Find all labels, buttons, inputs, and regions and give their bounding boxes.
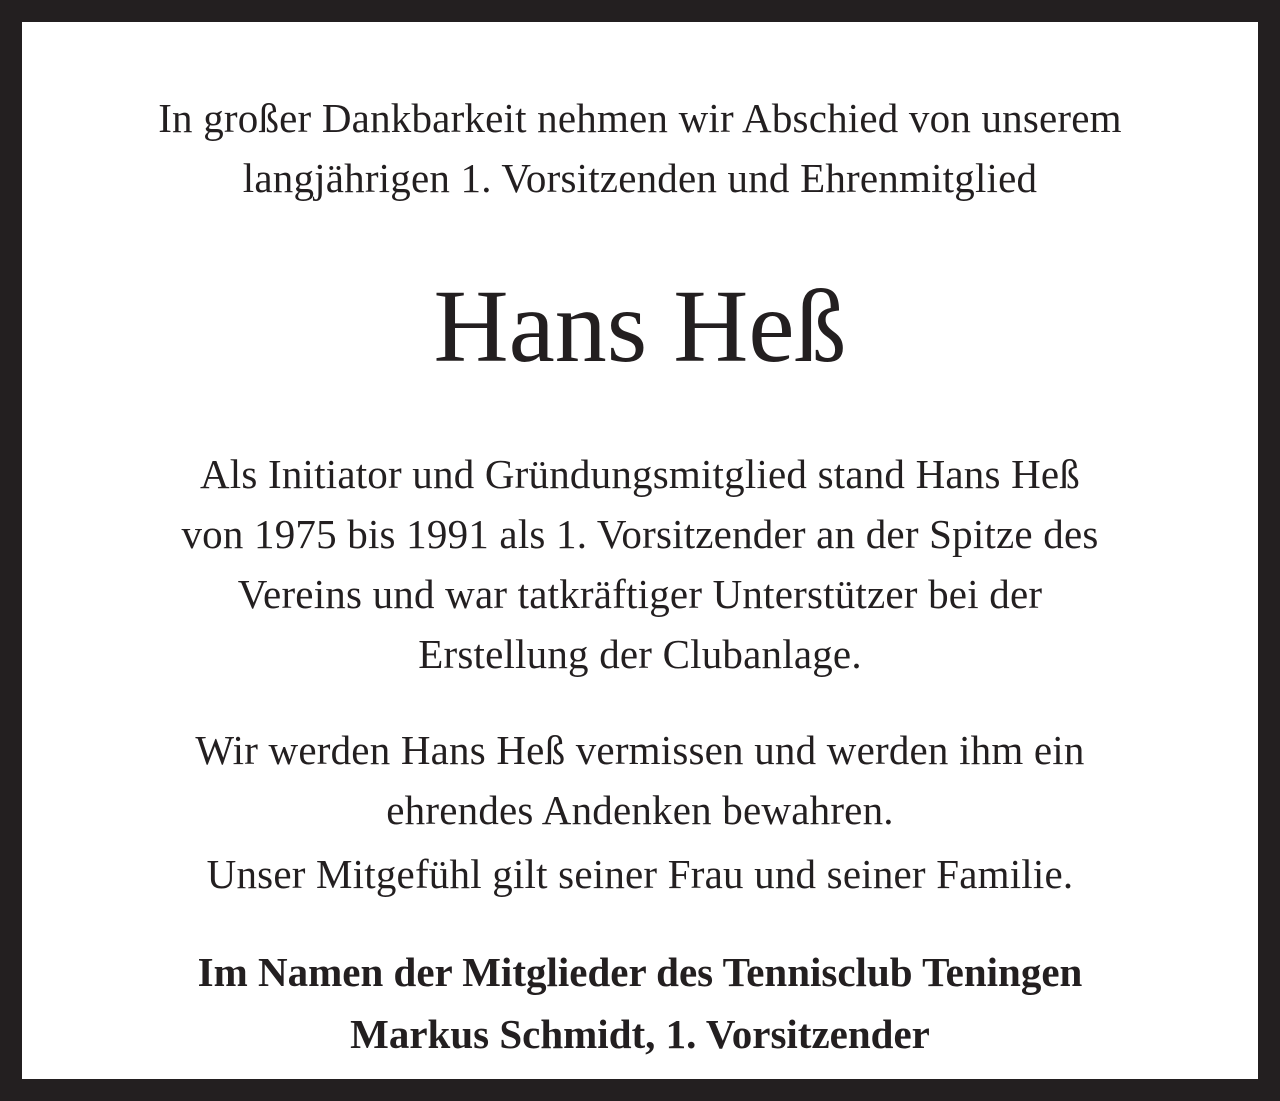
intro-line-1: In großer Dankbarkeit nehmen wir Abschied von unserem <box>158 95 1122 141</box>
paragraph2-line-1: Wir werden Hans Heß vermissen und werden ihm ein <box>195 727 1085 773</box>
signature-line-2: Markus Schmidt, 1. Vorsitzender <box>350 1011 930 1057</box>
paragraph1-line-3: Vereins und war tatkräftiger Unterstützer bei der <box>237 571 1043 617</box>
paragraph2-line-3: Unser Mitgefühl gilt seiner Frau und seiner Familie. <box>206 851 1074 897</box>
paragraph2-line-2: ehrendes Andenken bewahren. <box>386 787 894 833</box>
paragraph1-line-2: von 1975 bis 1991 als 1. Vorsitzender an der Spitze des <box>181 511 1099 557</box>
paragraph1-line-1: Als Initiator und Gründungsmitglied stand Hans Heß <box>199 451 1080 497</box>
deceased-name: Hans Heß <box>433 269 847 384</box>
obituary-content <box>44 44 1236 1057</box>
intro-line-2: langjährigen 1. Vorsitzenden und Ehrenmitglied <box>242 155 1038 201</box>
paragraph1-line-4: Erstellung der Clubanlage. <box>418 631 862 677</box>
signature-line-1: Im Namen der Mitglieder des Tennisclub Teningen <box>197 949 1083 995</box>
